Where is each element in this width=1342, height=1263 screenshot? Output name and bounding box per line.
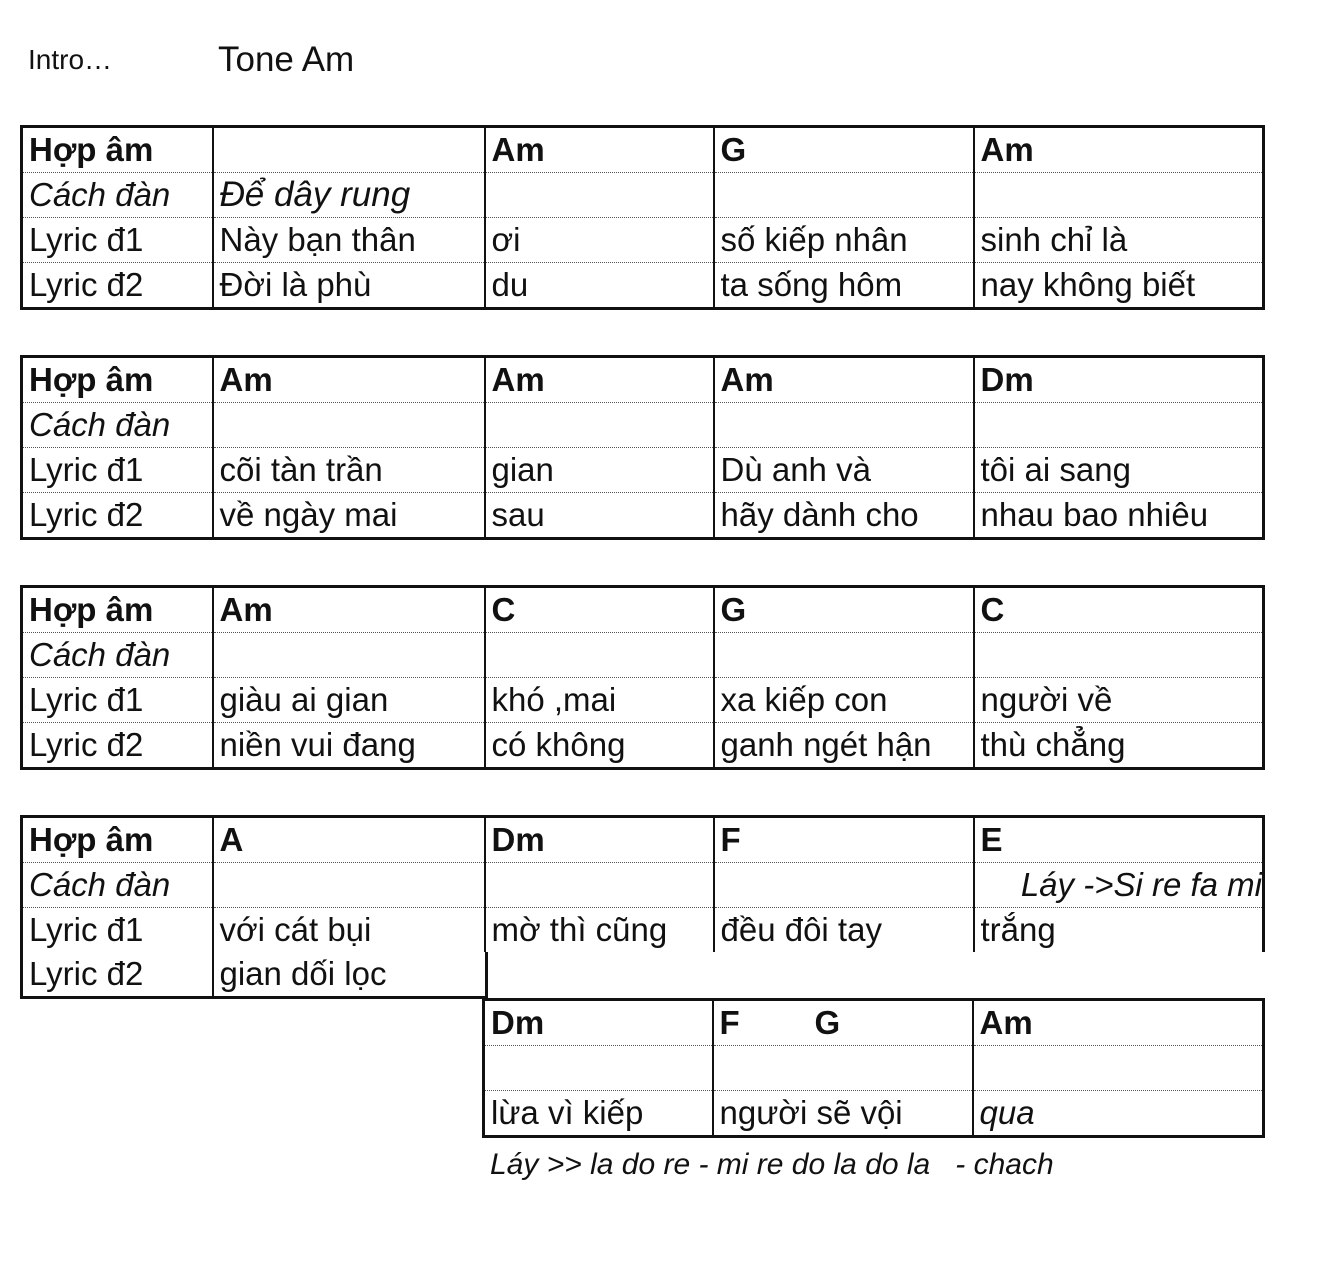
chord-label: F: [719, 1004, 740, 1041]
lyric-cell: có không: [485, 723, 714, 769]
row-label: Lyric đ1: [29, 911, 144, 948]
chord-cell: Am: [213, 357, 485, 403]
chord-cell: Am: [485, 357, 714, 403]
style-row: [484, 1046, 1264, 1091]
lyric-cell: trắng: [974, 908, 1264, 953]
style-cell: [714, 403, 974, 448]
chord-row: [22, 587, 1264, 633]
tail-chord-block: [482, 998, 1265, 1138]
lyric-cell: hãy dành cho: [714, 493, 974, 539]
lyric-cell: du: [485, 263, 714, 309]
lyric-cell: mờ thì cũng: [485, 908, 714, 953]
chord-cell: Dm: [974, 357, 1264, 403]
lyric-cell: cõi tàn trần: [213, 448, 485, 493]
style-cell: [213, 633, 485, 678]
tone-label: Tone Am: [218, 40, 355, 79]
style-cell: [485, 633, 714, 678]
lyric2-row: [22, 493, 1264, 539]
lyric-cell: giàu ai gian: [213, 678, 485, 723]
style-cell: [714, 863, 974, 908]
style-cell: [973, 1046, 1264, 1091]
row-label: Hợp âm: [22, 127, 213, 173]
chord-row: [22, 817, 1264, 863]
row-label: Lyric đ2: [29, 496, 144, 533]
lyric-cell: sau: [485, 493, 714, 539]
lyric-cell: về ngày mai: [213, 493, 485, 539]
chord-cell: [213, 127, 485, 173]
style-cell: [484, 1046, 713, 1091]
chord-cell: Dm: [484, 1000, 713, 1046]
chord-cell: Am: [485, 127, 714, 173]
row-label: Lyric đ1: [22, 448, 213, 493]
lyric2-row: [22, 723, 1264, 769]
lyric1-row: [22, 908, 1264, 953]
strum-note: Láy >> la do re - mi re do la do la - chach: [490, 1148, 1054, 1181]
lyric-cell: thù chẳng: [974, 723, 1264, 769]
row-label: Hợp âm: [22, 587, 213, 633]
chord-cell: Am: [714, 357, 974, 403]
chord-cell: E: [974, 817, 1264, 863]
lyric-cell: ta sống hôm: [714, 263, 974, 309]
row-label: Hợp âm: [22, 817, 213, 863]
style-row: [22, 403, 1264, 448]
chord-row: [484, 1000, 1264, 1046]
style-row: [22, 633, 1264, 678]
chord-block-4-lyric2: [20, 952, 488, 999]
chord-cell: C: [974, 587, 1264, 633]
lyric-cell: gian dối lọc: [213, 952, 487, 998]
style-cell: [485, 403, 714, 448]
lyric-cell: tôi ai sang: [974, 448, 1264, 493]
lyric-cell: số kiếp nhân: [714, 218, 974, 263]
lyric-cell: ơi: [485, 218, 714, 263]
chord-cell: Am: [213, 587, 485, 633]
style-cell: [974, 173, 1264, 218]
lyric-cell: đều đôi tay: [714, 908, 974, 953]
chord-label: G: [814, 1004, 841, 1041]
chord-cell: [713, 1000, 973, 1046]
lyric1-row: [22, 218, 1264, 263]
lyric-cell: Này bạn thân: [213, 218, 485, 263]
row-label: Cách đàn: [22, 633, 213, 678]
chord-cell: Am: [973, 1000, 1264, 1046]
lyric-cell: Dù anh và: [714, 448, 974, 493]
lyric-cell: gian: [485, 448, 714, 493]
style-row: [22, 173, 1264, 218]
lyric1-row: [22, 678, 1264, 723]
chord-cell: A: [213, 817, 485, 863]
style-cell: [485, 173, 714, 218]
row-label: Cách đàn: [22, 403, 213, 448]
style-cell: [713, 1046, 973, 1091]
chord-block-4: [20, 815, 1265, 952]
lyric-cell: qua: [973, 1091, 1264, 1137]
chord-cell: G: [714, 587, 974, 633]
row-label: Lyric đ1: [22, 218, 213, 263]
row-label: Hợp âm: [22, 357, 213, 403]
style-cell: [213, 863, 485, 908]
style-cell: [485, 863, 714, 908]
lyric-cell: nay không biết: [974, 263, 1264, 309]
style-cell: [714, 173, 974, 218]
lyric-cell: niền vui đang: [213, 723, 485, 769]
style-row: [22, 863, 1264, 908]
lyric-cell: lừa vì kiếp: [491, 1094, 644, 1131]
lyric-cell: khó ,mai: [485, 678, 714, 723]
style-cell: [213, 403, 485, 448]
row-label: Lyric đ2: [29, 955, 144, 992]
style-cell: [974, 633, 1264, 678]
chord-cell: F: [714, 817, 974, 863]
style-cell: [974, 403, 1264, 448]
chord-cell: C: [485, 587, 714, 633]
lyric-cell: người sẽ vội: [713, 1091, 973, 1137]
lyric1-row: [22, 448, 1264, 493]
chord-row: [22, 357, 1264, 403]
row-label: Lyric đ2: [29, 726, 144, 763]
lyric-cell: với cát bụi: [213, 908, 485, 953]
lyric-cell: ganh ngét hận: [714, 723, 974, 769]
chord-block-2: [20, 355, 1265, 540]
row-label: Lyric đ2: [29, 266, 144, 303]
lyric2-row: [22, 952, 487, 998]
chord-cell: G: [714, 127, 974, 173]
lyric-cell: sinh chỉ là: [974, 218, 1264, 263]
row-label: Lyric đ1: [22, 678, 213, 723]
lyric-cell: Đời là phù: [213, 263, 485, 309]
intro-label: Intro…: [28, 44, 113, 75]
style-cell: [714, 633, 974, 678]
lyric2-row: [22, 263, 1264, 309]
lyric-row: [484, 1091, 1264, 1137]
row-label: Cách đàn: [22, 863, 213, 908]
chord-block-3: [20, 585, 1265, 770]
chord-block-1: [20, 125, 1265, 310]
chord-row: [22, 127, 1264, 173]
chord-cell: Dm: [485, 817, 714, 863]
chord-cell: Am: [974, 127, 1264, 173]
row-label: Cách đàn: [22, 173, 213, 218]
lyric-cell: nhau bao nhiêu: [974, 493, 1264, 539]
lyric-cell: người về: [974, 678, 1264, 723]
lyric-cell: xa kiếp con: [714, 678, 974, 723]
style-cell: Láy ->Si re fa mi: [974, 863, 1264, 908]
style-cell: Để dây rung: [213, 173, 485, 218]
